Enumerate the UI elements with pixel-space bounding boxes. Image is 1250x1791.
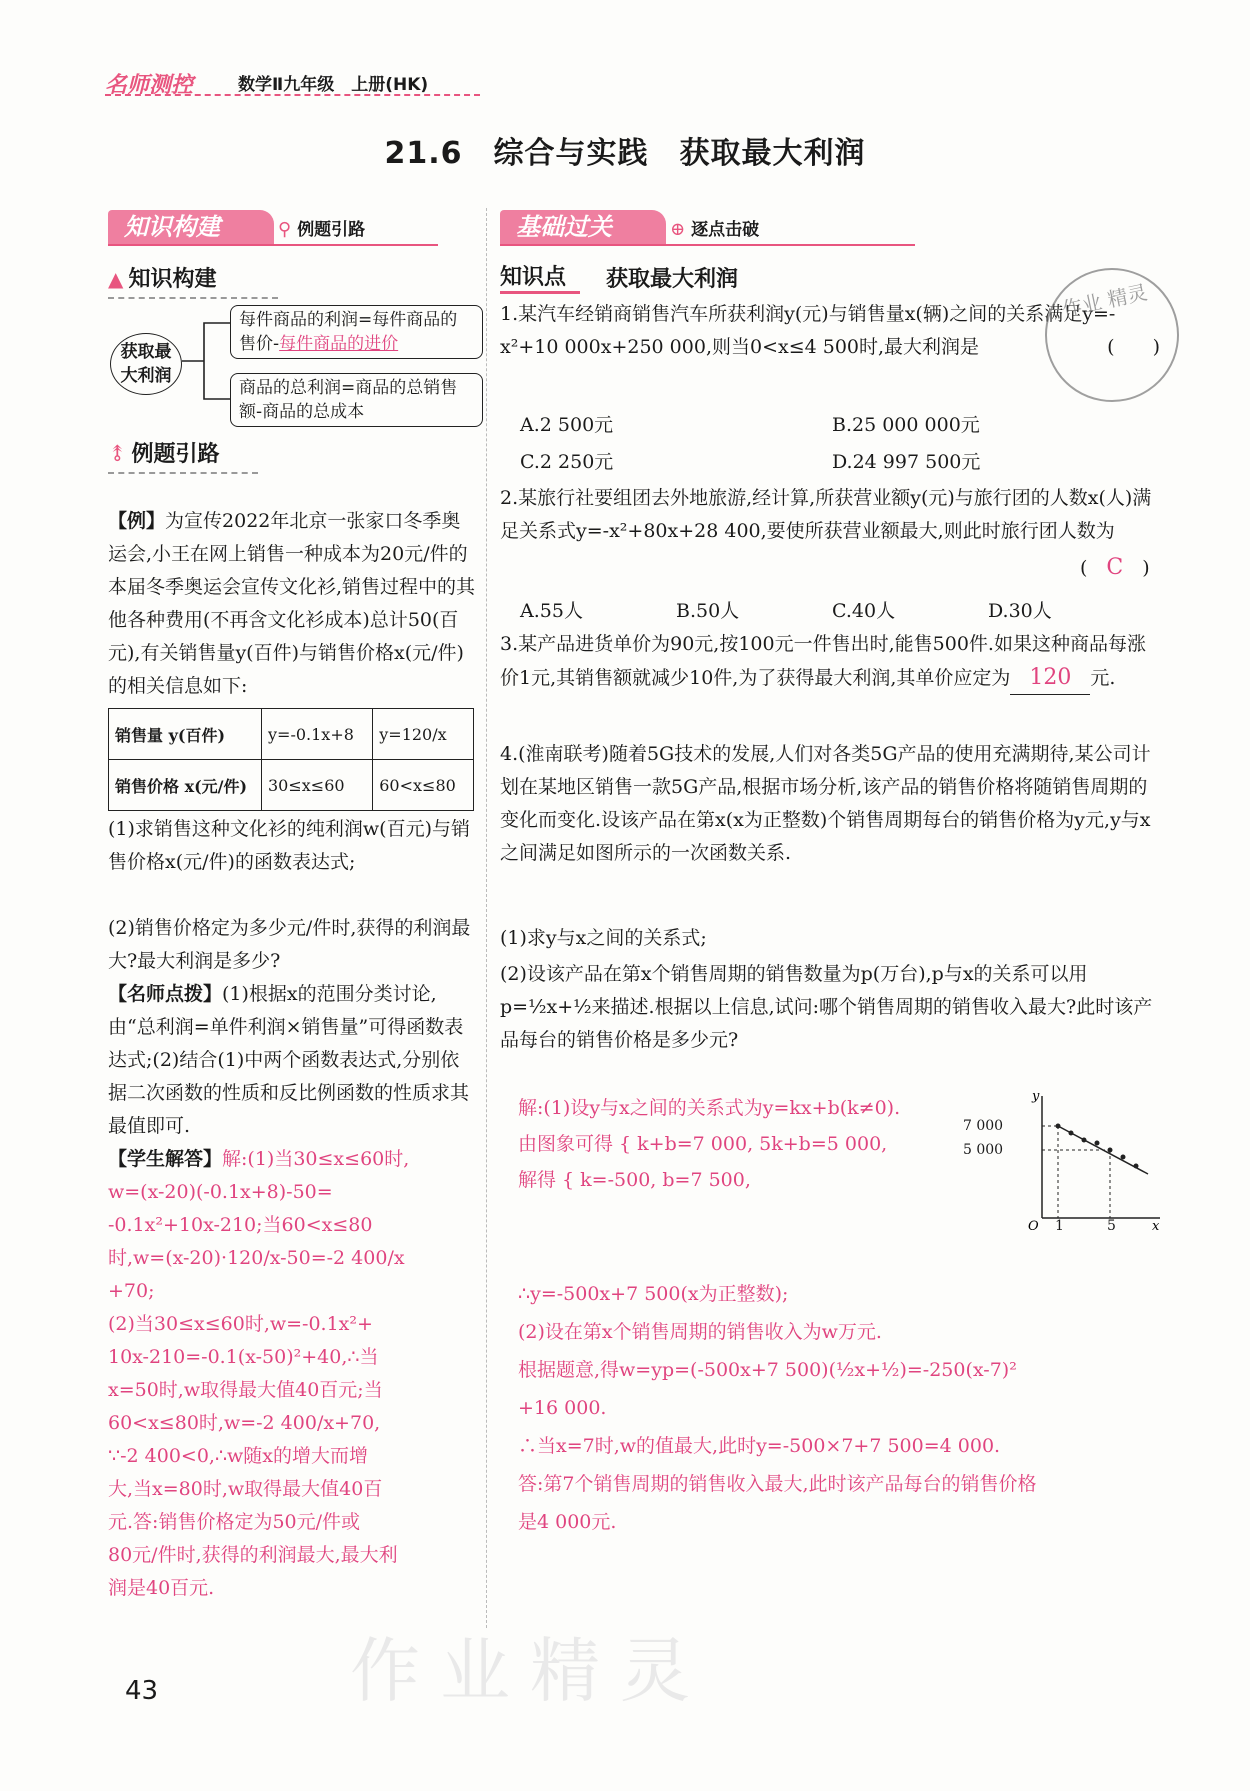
graph-point <box>1095 1141 1100 1146</box>
graph-point <box>1082 1138 1087 1143</box>
graph-point <box>1121 1155 1126 1160</box>
kb-underline <box>108 297 278 299</box>
graph-origin: O <box>1028 1219 1039 1230</box>
watermark: 作业精灵 <box>350 1630 710 1712</box>
rq2-option-b: B.50人 <box>676 600 740 622</box>
kb-heading-row <box>108 262 478 299</box>
sol-line: 解:(1)当30≤x≤60时, <box>222 1148 410 1170</box>
table-row <box>109 760 474 811</box>
mind-box1-answer: 每件商品的进价 <box>279 334 399 354</box>
table-cell: 销售量 y(百件) <box>109 709 262 760</box>
page-number: 43 <box>125 1676 159 1706</box>
tip-tag: 【名师点拨】 <box>108 983 223 1005</box>
left-banner-bar <box>108 244 438 246</box>
right-banner-sub: 逐点击破 <box>691 220 760 240</box>
sol-line: 10x-210=-0.1(x-50)²+40,∴当 <box>108 1346 379 1368</box>
search-icon: ⚲ <box>278 219 292 240</box>
sol-line: 60<x≤80时,w=-2 400/x+70, <box>108 1412 381 1434</box>
right-solution-bottom <box>518 1275 1168 1541</box>
signpost-icon: ⥉ <box>108 442 127 467</box>
info-table <box>108 708 474 811</box>
rq1-option-a: A.2 500元 <box>520 414 614 436</box>
rq4-part1: (1)求y与x之间的关系式; <box>500 927 707 949</box>
rq3-answer: 120 <box>1010 661 1090 695</box>
kb-heading: 知识构建 <box>128 267 217 292</box>
question-1: (1)求销售这种文化衫的纯利润w(百元)与销售价格x(元/件)的函数表达式; <box>108 818 471 873</box>
rq-4: 4.(淮南联考)随着5G技术的发展,人们对各类5G产品的使用充满期待,某公司计划在某地区销售一款5G产品,根据市场分析,该产品的销售价格将随销售周期的变化而变化.设该产品在第x(x为正整数)个销售周期每台的销售价格为y元,y与x之间满足如图所示的一次函数关系. <box>500 743 1151 864</box>
graph-x-tick: 1 <box>1055 1218 1064 1234</box>
graph-x-tick: 5 <box>1107 1218 1116 1234</box>
sol-line: 润是40百元. <box>108 1577 215 1599</box>
table-cell: y=-0.1x+8 <box>262 709 373 760</box>
table-cell: 30≤x≤60 <box>262 760 373 811</box>
rq-2: 2.某旅行社要组团去外地旅游,经计算,所获营业额y(元)与旅行团的人数x(人)满足关系式y=-x²+80x+28 400,要使所获营业额最大,则此时旅行团人数为 <box>500 487 1152 542</box>
ex-heading-row <box>108 437 478 474</box>
rq2-option-c: C.40人 <box>832 600 896 622</box>
sol-line: 大,当x=80时,w取得最大值40百 <box>108 1478 383 1500</box>
sol-line: 时,w=(x-20)·120/x-50=-2 400/x <box>108 1247 405 1269</box>
left-banner-wrap <box>108 210 478 246</box>
right-banner-bar <box>500 244 915 246</box>
graph-point <box>1108 1148 1113 1153</box>
right-solution-top <box>518 1090 958 1198</box>
left-banner: 知识构建 <box>108 210 274 244</box>
sol-line: x=50时,w取得最大值40百元;当 <box>108 1379 383 1401</box>
rq3-text: 3.某产品进货单价为90元,按100元一件售出时,能售500件.如果这种商品每涨价1元,其销售额就减少10件,为了获得最大利润,其单价应定为 <box>500 633 1146 689</box>
rsol-line: ∴y=-500x+7 500(x为正整数); <box>518 1283 789 1305</box>
sol-line: 元.答:销售价格定为50元/件或 <box>108 1511 361 1533</box>
ex-underline <box>108 472 258 474</box>
column-divider <box>486 208 487 1628</box>
rsol-line: ∴当x=7时,w的值最大,此时y=-500×7+7 500=4 000. <box>518 1435 1001 1457</box>
pyramid-icon: ▲ <box>108 267 124 291</box>
sol-line: ∵-2 400<0,∴w随x的增大而增 <box>108 1445 369 1467</box>
sol-line: 80元/件时,获得的利润最大,最大利 <box>108 1544 398 1566</box>
mind-brace <box>182 315 232 415</box>
rq2-option-d: D.30人 <box>988 600 1052 622</box>
sol-line: +70; <box>108 1280 155 1302</box>
rsol-line: 根据题意,得w=yp=(-500x+7 500)(½x+½)=-250(x-7)² <box>518 1359 1017 1381</box>
rsol-line: 解:(1)设y与x之间的关系式为y=kx+b(k≠0). <box>518 1097 901 1119</box>
left-banner-sub: 例题引路 <box>297 220 366 240</box>
page-title: 21.6 综合与实践 获取最大利润 <box>384 136 866 171</box>
sol-line: (2)当30≤x≤60时,w=-0.1x²+ <box>108 1313 373 1335</box>
tip-block <box>108 978 478 1143</box>
rsol-line: 由图象可得 { k+b=7 000, 5k+b=5 000, <box>518 1133 888 1155</box>
rq3-unit: 元. <box>1090 667 1116 689</box>
right-banner: 基础过关 <box>500 210 666 244</box>
graph-point <box>1069 1131 1074 1136</box>
table-cell: y=120/x <box>373 709 474 760</box>
target-icon: ⊕ <box>670 219 686 240</box>
book-subject: 数学Ⅱ九年级 上册(HK) <box>238 75 429 95</box>
rq1-option-c: C.2 250元 <box>520 451 614 473</box>
example-tag: 【例】 <box>108 510 166 532</box>
ex-heading: 例题引路 <box>131 442 220 467</box>
rsol-line: 答:第7个销售周期的销售收入最大,此时该产品每台的销售价格 <box>518 1473 1037 1495</box>
sol-tag: 【学生解答】 <box>108 1148 223 1170</box>
tip-text: (1)根据x的范围分类讨论,由“总利润=单件利润×销售量”可得函数表达式;(2)结合(1)中两个函数表达式,分别依据二次函数的性质和反比例函数的性质求其最值即可. <box>108 983 470 1137</box>
mind-box-total: 商品的总利润=商品的总销售额-商品的总成本 <box>230 373 483 427</box>
rq-3 <box>500 628 1160 695</box>
rq4-part2: (2)设该产品在第x个销售周期的销售数量为p(万台),p与x的关系可以用p=½x+½来描述.根据以上信息,试问:哪个销售周期的销售收入最大?此时该产品每台的销售价格是多少元? <box>500 963 1153 1051</box>
rsol-line: 解得 { k=-500, b=7 500, <box>518 1169 751 1191</box>
question-2: (2)销售价格定为多少元/件时,获得的利润最大?最大利润是多少? <box>108 917 471 972</box>
brand-logo: 名师测控 <box>105 73 194 98</box>
graph-y-label: y <box>1032 1090 1040 1104</box>
rq1-bracket: ( ) <box>1107 336 1160 358</box>
rq1-option-b: B.25 000 000元 <box>832 414 980 436</box>
graph-y-tick: 5 000 <box>963 1142 1004 1158</box>
sol-line: -0.1x²+10x-210;当60<x≤80 <box>108 1214 373 1236</box>
graph-point <box>1056 1124 1061 1129</box>
rq1-text: 1.某汽车经销商销售汽车所获利润y(元)与销售量x(辆)之间的关系满足y=-x²+10 000x+250 000,则当0<x≤4 500时,最大利润是 <box>500 303 1116 358</box>
rsol-line: +16 000. <box>518 1397 607 1419</box>
kp-title: 获取最大利润 <box>606 266 739 292</box>
mind-root: 获取最大利润 <box>110 333 182 395</box>
linear-graph <box>1020 1090 1165 1230</box>
rq2-option-a: A.55人 <box>520 600 583 622</box>
rq2-bracket: ( C ) <box>1080 555 1150 580</box>
rq1-option-d: D.24 997 500元 <box>832 451 981 473</box>
example-text: 为宣传2022年北京一张家口冬季奥运会,小王在网上销售一种成本为20元/件的本届冬季奥运会宣传文化衫,销售过程中的其他各种费用(不再含文化衫成本)总计50(百元),有关销售量y(百件)与销售价格x(元/件)的相关信息如下: <box>108 510 476 697</box>
table-cell: 销售价格 x(元/件) <box>109 760 262 811</box>
mind-box-profit <box>230 305 483 359</box>
table-cell: 60<x≤80 <box>373 760 474 811</box>
kp-tag: 知识点 <box>500 260 580 294</box>
graph-point <box>1134 1164 1139 1169</box>
mind-box1-text: 每件商品的利润=每件商品的售价- <box>239 310 458 354</box>
rq2-answer: C <box>1106 555 1124 580</box>
stamp-seal: 作业 精灵 <box>1033 256 1192 415</box>
sol-line: w=(x-20)(-0.1x+8)-50= <box>108 1181 333 1203</box>
graph-y-tick: 7 000 <box>963 1118 1004 1134</box>
header-divider <box>105 94 480 96</box>
rsol-line: 是4 000元. <box>518 1511 617 1533</box>
student-solution <box>108 1143 478 1605</box>
table-row <box>109 709 474 760</box>
rsol-line: (2)设在第x个销售周期的销售收入为w万元. <box>518 1321 882 1343</box>
example-block <box>108 505 478 703</box>
right-banner-wrap <box>500 210 1165 246</box>
graph-x-label: x <box>1152 1219 1160 1230</box>
